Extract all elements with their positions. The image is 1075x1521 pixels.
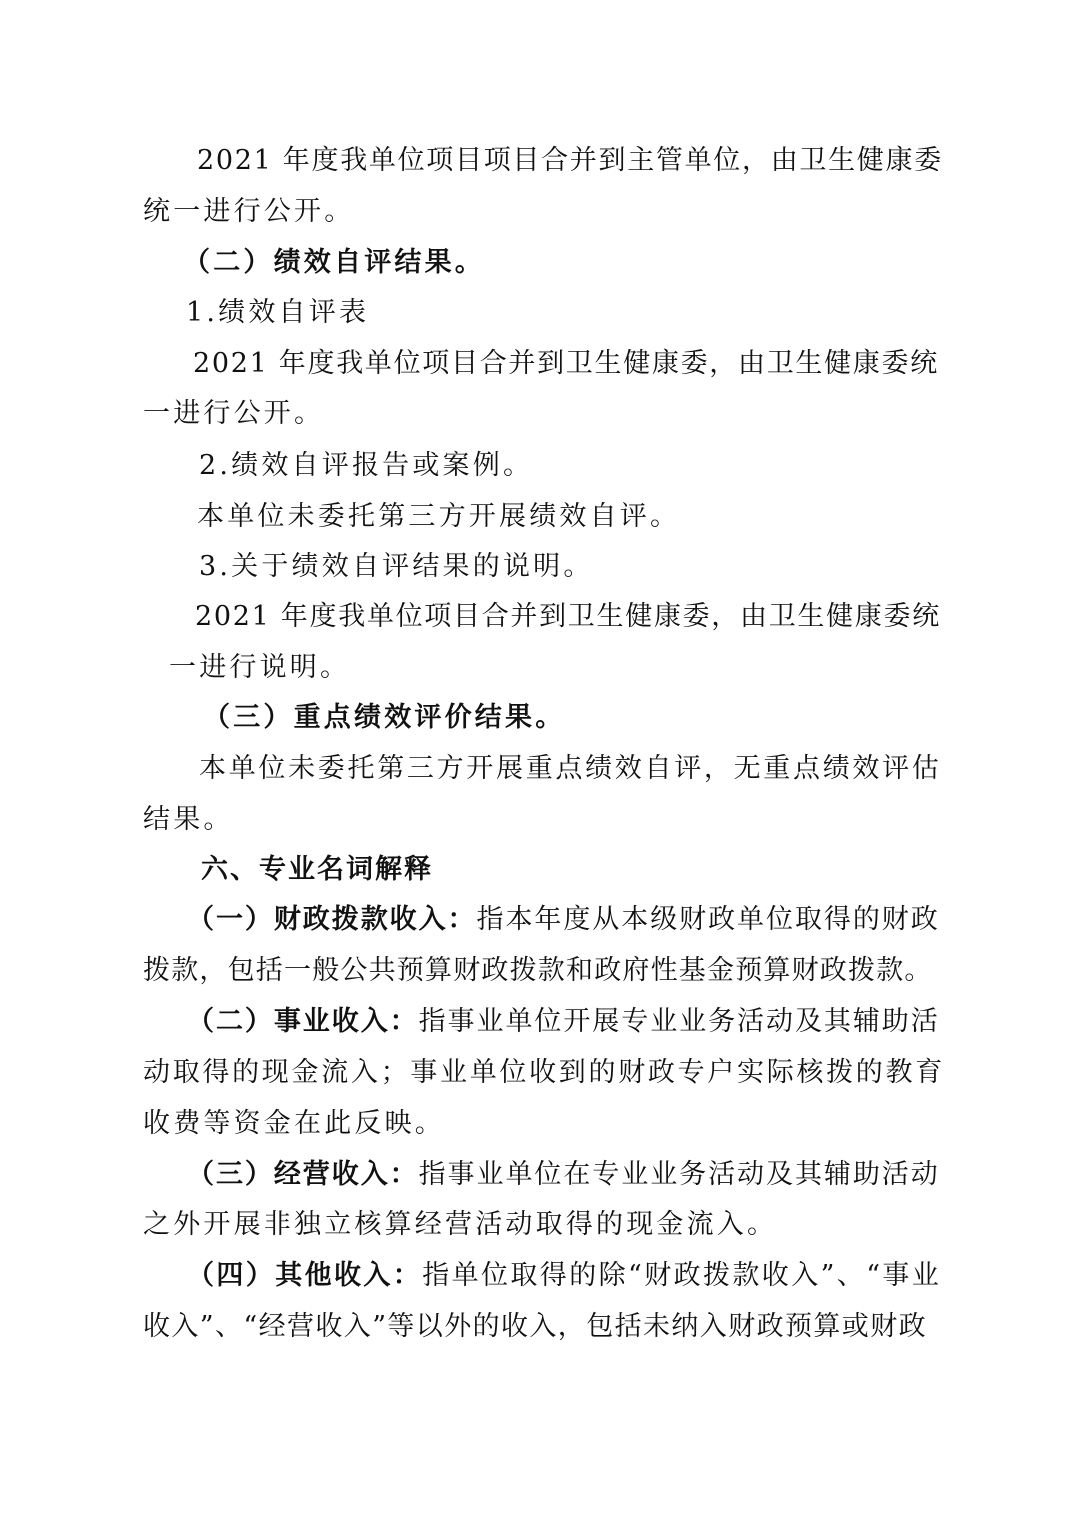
paragraph-line: 统一进行公开。 <box>143 196 355 227</box>
definition-text: 指本年度从本级财政单位取得的财政 <box>476 904 940 935</box>
definition-term: （四）其他收入： <box>187 1260 423 1291</box>
definition-line: 拨款，包括一般公共预算财政拨款和政府性基金预算财政拨款。 <box>143 955 933 986</box>
definition-text: 指事业单位开展专业业务活动及其辅助活 <box>418 1006 940 1037</box>
paragraph-line: 2021 年度我单位项目合并到卫生健康委，由卫生健康委统 <box>193 348 939 379</box>
paragraph-line: 2021 年度我单位项目项目合并到主管单位，由卫生健康委 <box>197 145 943 176</box>
definition-text: 指单位取得的除“财政拨款收入”、“事业 <box>422 1260 942 1291</box>
definition-first-line <box>187 1002 940 1042</box>
definition-first-line <box>187 900 940 940</box>
definition-term: （二）事业收入： <box>187 1006 419 1037</box>
definition-term: （三）经营收入： <box>187 1159 419 1190</box>
definition-line: 收入”、“经营收入”等以外的收入，包括未纳入财政预算或财政 <box>143 1311 928 1342</box>
section-heading: （三）重点绩效评价结果。 <box>203 702 566 733</box>
definition-line: 动取得的现金流入；事业单位收到的财政专户实际核拨的教育 <box>143 1057 945 1088</box>
subsection-heading: 1.绩效自评表 <box>186 297 370 328</box>
definition-text: 指事业单位在专业业务活动及其辅助活动 <box>418 1159 940 1190</box>
paragraph-line: 2021 年度我单位项目合并到卫生健康委，由卫生健康委统 <box>195 601 941 632</box>
paragraph-line: 一进行公开。 <box>143 398 325 429</box>
subsection-heading: 3.关于绩效自评结果的说明。 <box>199 551 594 582</box>
definition-first-line <box>187 1155 940 1195</box>
paragraph-line: 结果。 <box>143 804 234 835</box>
definition-line: 收费等资金在此反映。 <box>143 1108 445 1139</box>
definition-first-line <box>187 1256 941 1296</box>
paragraph-line: 一进行说明。 <box>169 652 351 683</box>
chapter-heading: 六、专业名词解释 <box>201 854 433 885</box>
section-heading: （二）绩效自评结果。 <box>183 247 485 278</box>
definition-line: 之外开展非独立核算经营活动取得的现金流入。 <box>143 1209 778 1240</box>
paragraph-line: 本单位未委托第三方开展重点绩效自评，无重点绩效评估 <box>199 753 942 784</box>
paragraph-line: 本单位未委托第三方开展绩效自评。 <box>197 501 681 532</box>
definition-term: （一）财政拨款收入： <box>187 904 477 935</box>
subsection-heading: 2.绩效自评报告或案例。 <box>199 450 534 481</box>
